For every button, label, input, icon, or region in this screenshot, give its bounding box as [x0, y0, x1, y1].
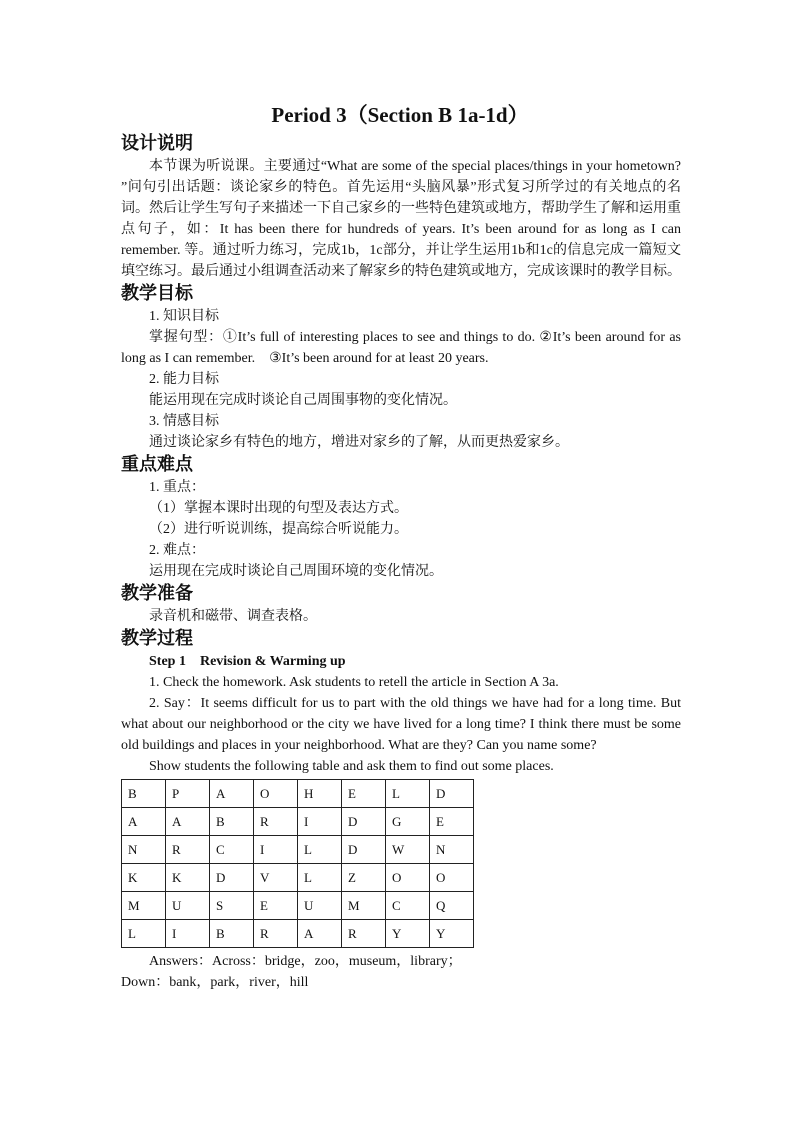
grid-cell: Q — [430, 892, 474, 920]
step-number: Step 1 — [149, 654, 186, 669]
objective-emotion-title: 3. 情感目标 — [149, 414, 219, 429]
grid-row — [122, 864, 474, 892]
answers-across: Answers：Across：bridge，zoo，museum，library； — [149, 954, 462, 969]
grid-cell: H — [298, 780, 342, 808]
grid-cell: A — [166, 808, 210, 836]
grid-cell: I — [166, 920, 210, 948]
grid-row — [122, 836, 474, 864]
process-item-1: 1. Check the homework. Ask students to retell the article in Section A 3a. — [149, 675, 559, 690]
keypoint-item-1: （1）掌握本课时出现的句型及表达方式。 — [149, 501, 408, 516]
objective-ability-title: 2. 能力目标 — [149, 372, 219, 387]
section-heading-design: 设计说明 — [121, 133, 193, 154]
grid-cell: O — [386, 864, 430, 892]
grid-cell: Z — [342, 864, 386, 892]
word-search-grid — [121, 779, 474, 948]
grid-cell: B — [210, 808, 254, 836]
grid-cell: D — [342, 836, 386, 864]
grid-cell: A — [298, 920, 342, 948]
grid-cell: M — [122, 892, 166, 920]
grid-cell: Y — [386, 920, 430, 948]
keypoint-title: 1. 重点： — [149, 480, 205, 495]
grid-cell: R — [254, 920, 298, 948]
grid-cell: D — [210, 864, 254, 892]
grid-row — [122, 892, 474, 920]
grid-row — [122, 808, 474, 836]
grid-cell: N — [430, 836, 474, 864]
objective-ability-text: 能运用现在完成时谈论自己周围事物的变化情况。 — [149, 393, 457, 408]
grid-cell: C — [386, 892, 430, 920]
section-heading-objectives: 教学目标 — [121, 283, 193, 304]
grid-cell: O — [254, 780, 298, 808]
grid-cell: R — [254, 808, 298, 836]
grid-cell: V — [254, 864, 298, 892]
grid-cell: L — [122, 920, 166, 948]
grid-cell: S — [210, 892, 254, 920]
grid-cell: U — [298, 892, 342, 920]
grid-cell: I — [298, 808, 342, 836]
grid-cell: D — [342, 808, 386, 836]
section-heading-keypoints: 重点难点 — [121, 454, 193, 475]
grid-cell: B — [210, 920, 254, 948]
keypoint-item-2: （2）进行听说训练，提高综合听说能力。 — [149, 522, 408, 537]
grid-cell: L — [298, 836, 342, 864]
design-paragraph: 本节课为听说课。主要通过“What are some of the special places/things in your hometown? ”问句引出话题：谈论家乡的特色。首先运用“头脑风暴”形式复习所学过的有关地点的名词。然后让学生写句子来描述一下自己家乡的一些特色建筑或地方，帮助学生了解和运用重点句子，如：It has been there for hundreds of years. It’s been around for as long as I can remember. 等。通过听力练习，完成1b，1c部分，并让学生运用1b和1c的信息完成一篇短文填空练习。最后通过小组调查活动来了解家乡的特色建筑或地方，完成该课时的教学目标。 — [121, 159, 681, 279]
grid-cell: G — [386, 808, 430, 836]
grid-row — [122, 920, 474, 948]
grid-cell: E — [254, 892, 298, 920]
process-show-text: Show students the following table and ask them to find out some places. — [149, 759, 554, 774]
difficulty-text: 运用现在完成时谈论自己周围环境的变化情况。 — [149, 564, 443, 579]
step-title: Revision & Warming up — [199, 654, 346, 669]
section-heading-process: 教学过程 — [121, 628, 193, 649]
document-body — [121, 132, 681, 993]
grid-cell: E — [430, 808, 474, 836]
grid-cell: D — [430, 780, 474, 808]
difficulty-title: 2. 难点： — [149, 543, 205, 558]
grid-cell: C — [210, 836, 254, 864]
answers-down: Down：bank，park，river，hill — [121, 975, 309, 990]
grid-cell: B — [122, 780, 166, 808]
grid-cell: E — [342, 780, 386, 808]
section-heading-prep: 教学准备 — [121, 583, 193, 604]
objective-knowledge-title: 1. 知识目标 — [149, 309, 219, 324]
grid-cell: M — [342, 892, 386, 920]
grid-row — [122, 780, 474, 808]
prep-text: 录音机和磁带、调查表格。 — [149, 609, 317, 624]
objective-knowledge-text: 掌握句型：①It’s full of interesting places to see and things to do. ②It’s been around for as long as I can remember. ③It’s been around for at least 20 years. — [121, 330, 681, 366]
grid-cell: Y — [430, 920, 474, 948]
grid-cell: L — [386, 780, 430, 808]
grid-cell: K — [166, 864, 210, 892]
step-heading — [121, 651, 681, 672]
objective-emotion-text: 通过谈论家乡有特色的地方，增进对家乡的了解，从而更热爱家乡。 — [149, 435, 569, 450]
grid-cell: P — [166, 780, 210, 808]
page-title: Period 3（Section B 1a-1d） — [271, 103, 529, 127]
grid-cell: A — [210, 780, 254, 808]
grid-cell: A — [122, 808, 166, 836]
grid-cell: W — [386, 836, 430, 864]
grid-cell: N — [122, 836, 166, 864]
grid-cell: K — [122, 864, 166, 892]
grid-cell: O — [430, 864, 474, 892]
grid-cell: U — [166, 892, 210, 920]
grid-cell: I — [254, 836, 298, 864]
process-item-2: 2. Say：It seems difficult for us to part with the old things we have had for a long time. But what about our neighborhood or the city we have lived for a long time? I think there must be some old buildings and places in your neighborhood. What are they? Can you name some? — [121, 696, 681, 753]
grid-cell: R — [342, 920, 386, 948]
grid-cell: R — [166, 836, 210, 864]
grid-cell: L — [298, 864, 342, 892]
